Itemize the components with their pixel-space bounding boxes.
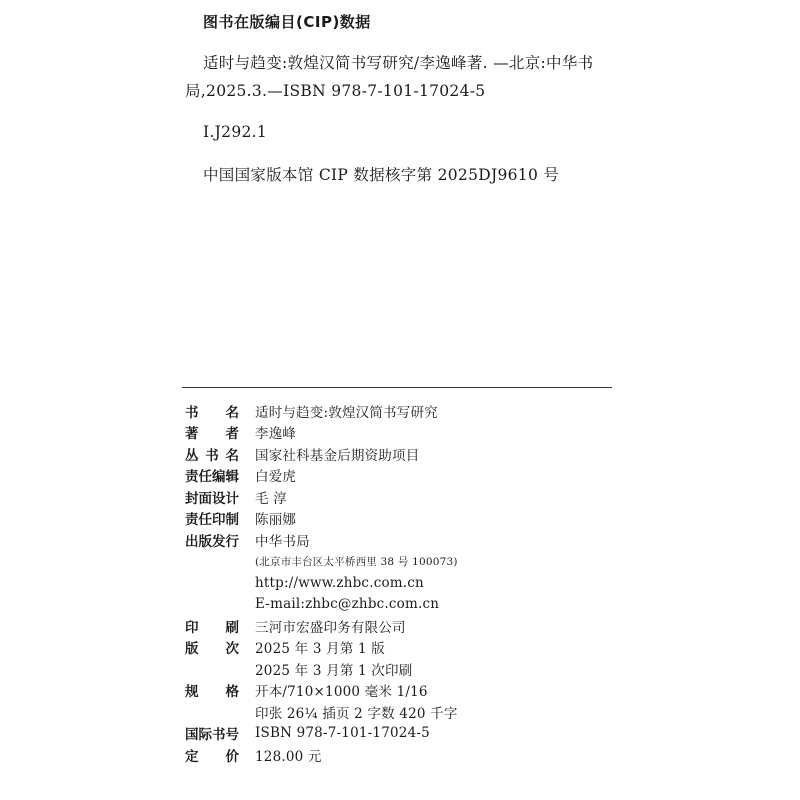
colophon-value: 2025 年 3 月第 1 次印刷	[255, 662, 413, 679]
colophon-row	[185, 658, 615, 680]
colophon-value: (北京市丰台区太平桥西里 38 号 100073)	[255, 555, 458, 568]
colophon-label	[185, 465, 241, 485]
cip-entry-line-1: 适时与趋变:敦煌汉简书写研究/李逸峰著. —北京:中华书	[203, 54, 594, 72]
colophon-label-cell	[185, 487, 255, 507]
colophon-label-cell	[185, 637, 255, 657]
colophon-row	[185, 400, 615, 422]
colophon-label-char: 封面设计	[185, 490, 239, 507]
colophon-row	[185, 723, 615, 745]
colophon-table	[185, 400, 615, 766]
colophon-label-char: 版	[185, 641, 199, 658]
colophon-label-cell	[185, 745, 255, 765]
cip-classification: Ⅰ.J292.1	[203, 123, 268, 141]
colophon-row	[185, 443, 615, 465]
colophon-row	[185, 422, 615, 444]
colophon-label-char: 出版发行	[185, 533, 239, 550]
colophon-label-char: 价	[225, 748, 239, 765]
colophon-label-char: 著	[185, 426, 199, 443]
colophon-value: 白爱虎	[255, 469, 297, 486]
colophon-value: 128.00 元	[255, 748, 322, 765]
colophon-label	[185, 422, 239, 442]
colophon-label	[185, 616, 239, 636]
cip-title: 图书在版编目(CIP)数据	[203, 13, 371, 31]
colophon-value: 适时与趋变:敦煌汉简书写研究	[255, 404, 438, 421]
colophon-value: E-mail:zhbc@zhbc.com.cn	[255, 596, 440, 613]
colophon-label	[185, 487, 241, 507]
colophon-label-char: 次	[225, 641, 239, 658]
colophon-row	[185, 572, 615, 594]
colophon-label-char: 责任编辑	[185, 469, 239, 486]
colophon-value: ISBN 978-7-101-17024-5	[255, 725, 430, 742]
colophon-label-char: 书	[205, 447, 219, 464]
colophon-label-char: 印	[185, 619, 199, 636]
colophon-value: http://www.zhbc.com.cn	[255, 574, 424, 591]
colophon-row	[185, 637, 615, 659]
colophon-label-char: 责任印制	[185, 512, 239, 529]
colophon-row	[185, 508, 615, 530]
colophon-value: 李逸峰	[255, 426, 297, 443]
colophon-label-cell	[185, 444, 255, 464]
colophon-row	[185, 594, 615, 616]
colophon-row	[185, 529, 615, 551]
colophon-label-cell	[185, 401, 255, 421]
colophon-label-cell	[185, 422, 255, 442]
colophon-row	[185, 615, 615, 637]
colophon-value: 毛 淳	[255, 490, 287, 507]
colophon-value: 国家社科基金后期资助项目	[255, 447, 420, 464]
colophon-label-char: 者	[225, 426, 239, 443]
colophon-label-cell	[185, 508, 255, 528]
colophon-label	[185, 444, 239, 464]
colophon-row	[185, 551, 615, 573]
colophon-label-cell	[185, 723, 255, 743]
colophon-label	[185, 745, 239, 765]
colophon-value: 开本/710×1000 毫米 1/16	[255, 684, 428, 701]
colophon-value: 陈丽娜	[255, 512, 297, 529]
colophon-row	[185, 680, 615, 702]
colophon-label-cell	[185, 530, 255, 550]
colophon-label-cell	[185, 465, 255, 485]
colophon-label-char: 丛	[185, 447, 199, 464]
colophon-divider	[182, 387, 612, 388]
colophon-row	[185, 744, 615, 766]
colophon-label-char: 名	[225, 447, 239, 464]
colophon-label	[185, 508, 241, 528]
cip-record-number: 中国国家版本馆 CIP 数据核字第 2025DJ9610 号	[203, 166, 560, 184]
colophon-row	[185, 486, 615, 508]
colophon-label-char: 国际书号	[185, 727, 239, 744]
colophon-label-char: 书	[185, 404, 199, 421]
colophon-label-cell	[185, 616, 255, 636]
colophon-label-char: 格	[225, 684, 239, 701]
colophon-label-char: 规	[185, 684, 199, 701]
colophon-label	[185, 680, 239, 700]
cip-entry-line-2: 局,2025.3.—ISBN 978-7-101-17024-5	[185, 82, 486, 100]
colophon-label-char: 刷	[225, 619, 239, 636]
colophon-label	[185, 637, 239, 657]
colophon-row	[185, 701, 615, 723]
colophon-label	[185, 723, 241, 743]
colophon-row	[185, 465, 615, 487]
colophon-value: 中华书局	[255, 533, 310, 550]
colophon-label	[185, 401, 239, 421]
colophon-label-char: 定	[185, 748, 199, 765]
colophon-label-cell	[185, 680, 255, 700]
colophon-value: 印张 26¼ 插页 2 字数 420 千字	[255, 705, 458, 722]
colophon-label-char: 名	[225, 404, 239, 421]
colophon-value: 三河市宏盛印务有限公司	[255, 619, 406, 636]
colophon-label	[185, 530, 241, 550]
colophon-value: 2025 年 3 月第 1 版	[255, 641, 385, 658]
